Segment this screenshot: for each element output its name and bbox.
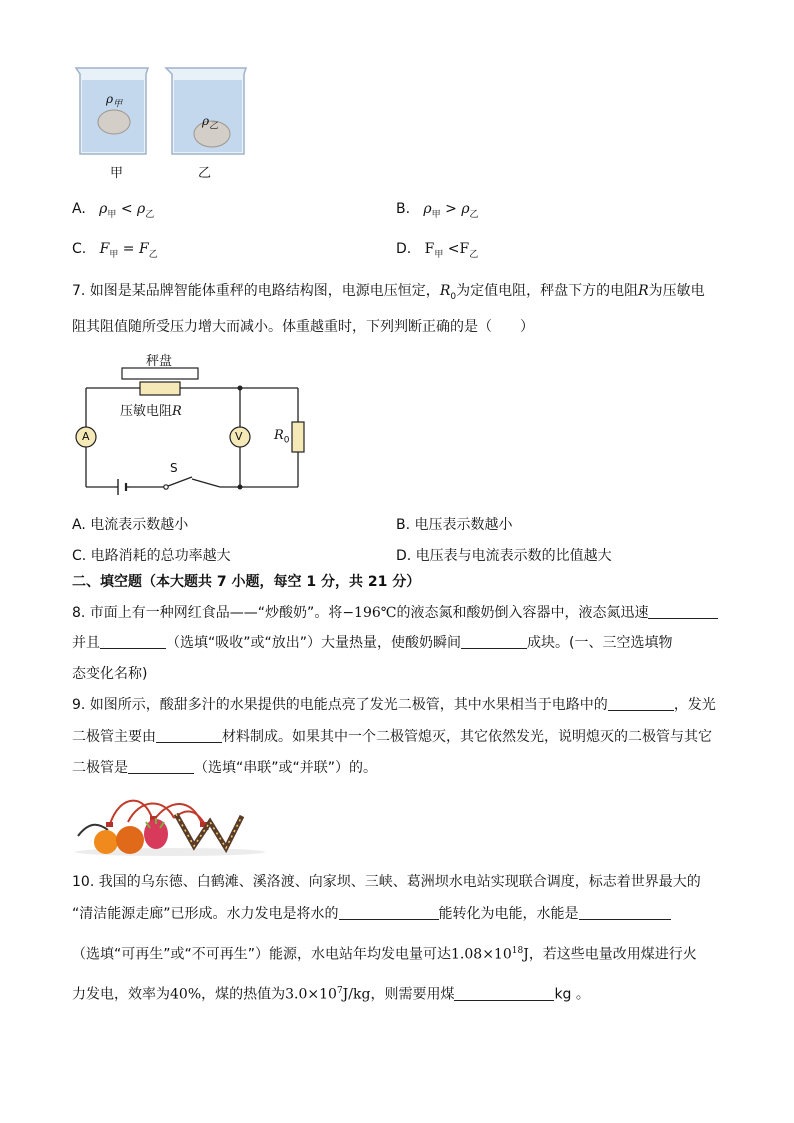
beakers-figure [70, 62, 250, 181]
rho-left-label: $\rho_甲$ [106, 92, 123, 110]
circuit-diagram [70, 348, 310, 498]
q10-line-4: 力发电，效率为40%，煤的热值为$3.0\times 10^7J/kg$，则需要用煤 kg 。 [72, 986, 590, 1003]
q8-blank-3[interactable] [461, 634, 527, 649]
fixed-resistor-r0 [292, 422, 304, 452]
beakers-illustration [70, 62, 250, 162]
q7-option-a: A. 电流表示数越小 [72, 517, 189, 533]
q8-line-3: 态变化名称) [72, 666, 148, 682]
switch-lever [168, 477, 192, 486]
beaker-right-label: 乙 [198, 166, 212, 181]
q10-blank-1[interactable] [339, 905, 439, 920]
q10-line-1: 10. 我国的乌东德、白鹤滩、溪洛渡、向家坝、三峡、葛洲坝水电站实现联合调度，标志着世界最大的 [72, 874, 701, 890]
label-ammeter: A [82, 430, 90, 443]
q10-blank-2[interactable] [579, 905, 671, 920]
q6-option-c: C. $F_甲 = F_乙$ [72, 241, 158, 260]
q8-line-2: 并且 （选填“吸收”或“放出”）大量热量，使酸奶瞬间 成块。(一、三空选填物 [72, 635, 673, 651]
q10-blank-3[interactable] [454, 986, 554, 1001]
switch-pivot [164, 485, 168, 489]
q7-option-c: C. 电路消耗的总功率越大 [72, 548, 231, 564]
q9-blank-3[interactable] [128, 759, 194, 774]
label-pressure-resistor: 压敏电阻R [120, 404, 182, 419]
rho-right-label: $\rho_乙$ [202, 114, 219, 132]
beaker-right [166, 68, 246, 154]
q9-line-2: 二极管主要由 材料制成。如果其中一个二极管熄灭，其它依然发光，说明熄灭的二极管与其它 [72, 729, 712, 745]
fruit-battery-illustration [70, 790, 270, 860]
label-scale-pan: 秤盘 [146, 354, 173, 369]
q6-option-d: D. $F_甲 <F_乙$ [396, 241, 479, 260]
q8-line-1: 8. 市面上有一种网红食品——“炒酸奶”。将−196℃的液态氮和酸奶倒入容器中，液态氮迅速 [72, 604, 718, 622]
q9-line-3: 二极管是 （选填“串联”或“并联”）的。 [72, 760, 378, 776]
fruit-battery-image [70, 790, 270, 860]
beaker-left [76, 68, 148, 154]
pressure-resistor [140, 382, 180, 395]
q7-line-1: 7. 如图是某品牌智能体重秤的电路结构图，电源电压恒定，$R_0$为定值电阻，秤盘下方的电阻R为压敏电 [72, 283, 705, 302]
label-r0: $R_0$ [274, 428, 290, 446]
q8-blank-2[interactable] [100, 634, 166, 649]
q10-line-3: （选填“可再生”或“不可再生”）能源，水电站年均发电量可达$1.08\times 10^{18}J$，若这些电量改用煤进行火 [72, 946, 697, 963]
beaker-left-label: 甲 [110, 166, 124, 181]
q7-option-d: D. 电压表与电流表示数的比值越大 [396, 548, 612, 564]
q6-option-b: B. $\rho_甲 > \rho_乙$ [396, 201, 479, 220]
q10-line-2: “清洁能源走廊”已形成。水力发电是将水的 能转化为电能，水能是 [72, 905, 671, 923]
q9-blank-2[interactable] [156, 728, 222, 743]
orange-fruit [94, 830, 118, 854]
q6-option-a: A. $\rho_甲 < \rho_乙$ [72, 201, 155, 220]
q7-option-b: B. 电压表示数越小 [396, 517, 513, 533]
tomato-fruit [116, 826, 144, 854]
label-switch: S [170, 461, 178, 475]
label-voltmeter: V [235, 430, 243, 443]
circuit-svg [70, 348, 310, 498]
scale-pan [122, 368, 198, 379]
q7-line-2: 阻其阻值随所受压力增大而减小。体重越重时，下列判断正确的是（ ） [72, 319, 534, 335]
q8-blank-1[interactable] [648, 604, 718, 619]
q9-blank-1[interactable] [608, 696, 674, 711]
section-2-title: 二、填空题（本大题共 7 小题，每空 1 分，共 21 分） [72, 574, 421, 590]
q9-line-1: 9. 如图所示，酸甜多汁的水果提供的电能点亮了发光二极管，其中水果相当于电路中的 ，发光 [72, 697, 716, 713]
